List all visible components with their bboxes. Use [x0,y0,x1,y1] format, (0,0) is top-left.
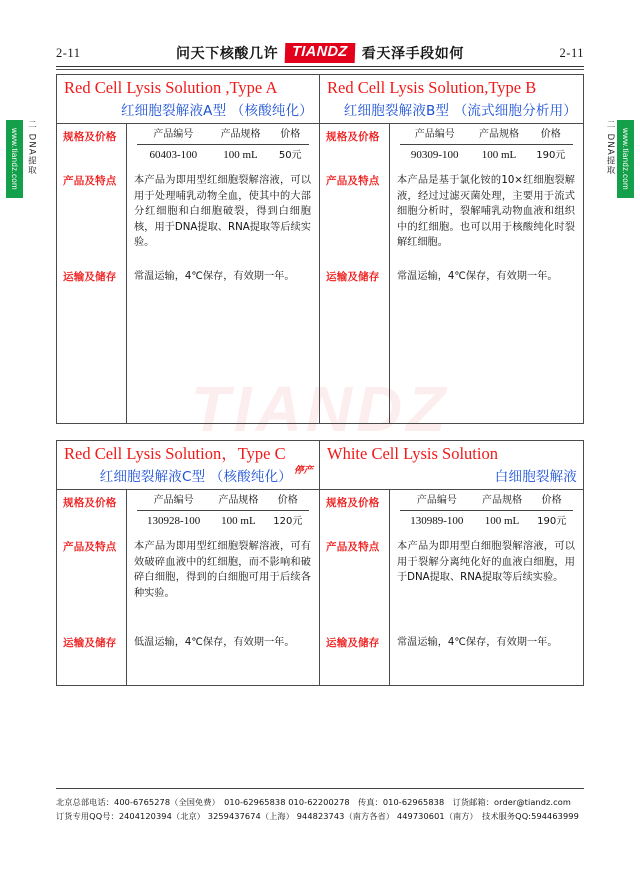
product-title-en-2: Red Cell Lysis Solution，Type C [64,444,286,463]
website-text-right: www.tiandz.com [621,128,630,190]
page-footer [56,795,590,824]
table-row-specs-0 [57,124,319,168]
website-text-left: www.tiandz.com [10,128,19,190]
table-row-shipping-2 [57,630,319,664]
slogan-right: 看天泽手段如何 [361,46,464,62]
footer-line-qq: 订货专用QQ号：2404120394（北京） 3259437674（上海） 944823743（南方各省） 449730601（南方） 技术服务QQ:594463999 [56,811,579,822]
spec-size-2: 100 mL [221,515,256,528]
spec-table-3 [400,492,573,531]
row-label-shipping-0: 运输及储存 [57,264,127,298]
row-filler-body-0 [127,298,319,423]
product-title-cn-3: 白细胞裂解液 [494,469,577,486]
footer-line-phone: 北京总部电话：400-6765278（全国免费） 010-62965838 010-62200278 传真：010-62965838 订货邮箱：order@tiandz.com [56,797,571,807]
row-filler-label-1 [320,298,390,423]
row-label-specs-0: 规格及价格 [57,124,127,168]
table-row-filler-3 [320,664,583,685]
spec-header-size-1: 产品规格 [478,129,519,141]
spec-code-3: 130989-100 [410,515,464,528]
spec-size-0: 100 mL [223,149,258,162]
product-card-2 [57,441,320,685]
row-label-features-0: 产品及特点 [57,168,127,264]
row-label-specs-3: 规格及价格 [320,490,390,534]
product-card-3 [320,441,583,685]
table-row-features-0 [57,168,319,264]
page-header [56,40,584,66]
table-row-filler-2 [57,664,319,685]
product-title-cn-2: 红细胞裂解液C型 （核酸纯化） [99,469,292,486]
row-label-shipping-2: 运输及储存 [57,630,127,664]
spec-table-wrap-0 [127,124,319,168]
row-label-shipping-3: 运输及储存 [320,630,390,664]
spec-row-3 [400,511,573,531]
product-title-1 [320,75,583,124]
spec-table-wrap-2 [127,490,319,534]
product-title-cn-0: 红细胞裂解液A型 （核酸纯化） [120,103,313,120]
row-filler-body-1 [390,298,583,423]
product-features-1: 本产品是基于氯化铵的10×红细胞裂解液，经过过滤灭菌处理，主要用于流式细胞分析时，裂解哺乳动物血液和组织中的红细胞。也可以用于核酸纯化时裂解红细胞。 [397,175,575,249]
row-filler-label-3 [320,664,390,685]
table-row-specs-2 [57,490,319,534]
spec-size-1: 100 mL [481,149,517,162]
spec-header-price-2: 价格 [277,495,298,507]
folio-right: 2-11 [559,45,584,60]
spec-header-price-0: 价格 [280,129,301,141]
spec-header-price-3: 价格 [541,495,562,507]
spec-table-wrap-1 [390,124,583,168]
spec-price-0: 50元 [278,150,302,162]
row-label-specs-2: 规格及价格 [57,490,127,534]
discontinued-badge-2: 停产 [293,465,313,477]
spec-table-1 [400,126,573,165]
header-divider [56,66,584,70]
tiandz-watermark: TIANDZ [190,373,450,445]
spec-price-1: 190元 [536,150,566,162]
spec-header-size-0: 产品规格 [220,129,261,141]
spec-code-0: 60403-100 [149,149,198,162]
folio-left: 2-11 [56,45,81,60]
slogan-left: 问天下核酸几许 [176,46,279,62]
product-title-0 [57,75,319,124]
product-features-0: 本产品为即用型红细胞裂解溶液，可以用于处理哺乳动物全血，使其中的大部分红细胞和白细胞破裂，得到白细胞核，用于DNA提取、RNA提取等后续实验。 [134,175,311,249]
spec-row-1 [400,145,573,165]
product-title-en-0: Red Cell Lysis Solution ,Type A [64,78,278,97]
spec-size-3: 100 mL [484,515,520,528]
row-label-features-1: 产品及特点 [320,168,390,264]
side-tab-right [602,120,634,198]
spec-header-size-3: 产品规格 [482,495,522,507]
product-block-bottom [56,440,584,686]
product-shipping-3: 常温运输，4℃保存，有效期一年。 [397,637,558,649]
spec-price-2: 120元 [273,516,303,528]
side-tab-left [6,120,38,198]
table-row-shipping-1 [320,264,583,298]
table-row-shipping-3 [320,630,583,664]
section-label-right: 二 DNA提取 [605,120,615,176]
product-block-top [56,74,584,424]
spec-table-wrap-3 [390,490,583,534]
spec-table-2 [137,492,309,531]
table-row-shipping-0 [57,264,319,298]
row-label-specs-1: 规格及价格 [320,124,390,168]
table-row-specs-3 [320,490,583,534]
table-row-specs-1 [320,124,583,168]
spec-header-code-0: 产品编号 [153,129,194,141]
spec-code-2: 130928-100 [147,515,201,528]
product-title-cn-1: 红细胞裂解液B型 （流式细胞分析用） [343,103,577,120]
footer-divider [56,788,584,789]
spec-price-3: 190元 [537,516,567,528]
product-features-2: 本产品为即用型红细胞裂解溶液，可有效破碎血液中的红细胞，而不影响和破碎白细胞，得到的白细胞可用于后续各种实验。 [134,541,311,599]
row-filler-label-2 [57,664,127,685]
spec-header-code-1: 产品编号 [414,129,455,141]
table-row-features-2 [57,534,319,630]
row-label-shipping-1: 运输及储存 [320,264,390,298]
table-row-features-1 [320,168,583,264]
row-label-features-3: 产品及特点 [320,534,390,630]
product-title-en-3: White Cell Lysis Solution [327,444,498,463]
row-label-features-2: 产品及特点 [57,534,127,630]
product-shipping-1: 常温运输，4℃保存，有效期一年。 [397,271,558,283]
spec-code-1: 90309-100 [410,149,459,162]
spec-header-price-1: 价格 [540,129,561,141]
product-shipping-0: 常温运输，4℃保存，有效期一年。 [134,271,295,283]
row-filler-body-2 [127,664,319,685]
table-row-filler-1 [320,298,583,423]
product-title-2 [57,441,319,490]
table-row-features-3 [320,534,583,630]
spec-header-code-2: 产品编号 [153,495,194,507]
brand-logo: TIANDZ [285,43,355,63]
product-title-3 [320,441,583,490]
spec-table-0 [137,126,309,165]
product-card-1 [320,75,583,423]
table-row-filler-0 [57,298,319,423]
product-card-0 [57,75,320,423]
spec-header-size-2: 产品规格 [218,495,259,507]
product-title-en-1: Red Cell Lysis Solution,Type B [327,78,537,97]
spec-row-0 [137,145,309,165]
section-label-left: 二 DNA提取 [26,120,37,176]
header-slogan [176,43,464,63]
spec-row-2 [137,511,309,531]
product-features-3: 本产品为即用型白细胞裂解溶液，可以用于裂解分离纯化好的血液白细胞，用于DNA提取、RNA提取等后续实验。 [397,541,575,584]
website-tab-left [6,120,23,198]
website-tab-right [617,120,634,198]
row-filler-body-3 [390,664,583,685]
row-filler-label-0 [57,298,127,423]
spec-header-code-3: 产品编号 [416,495,457,507]
product-shipping-2: 低温运输，4℃保存，有效期一年。 [134,637,295,649]
